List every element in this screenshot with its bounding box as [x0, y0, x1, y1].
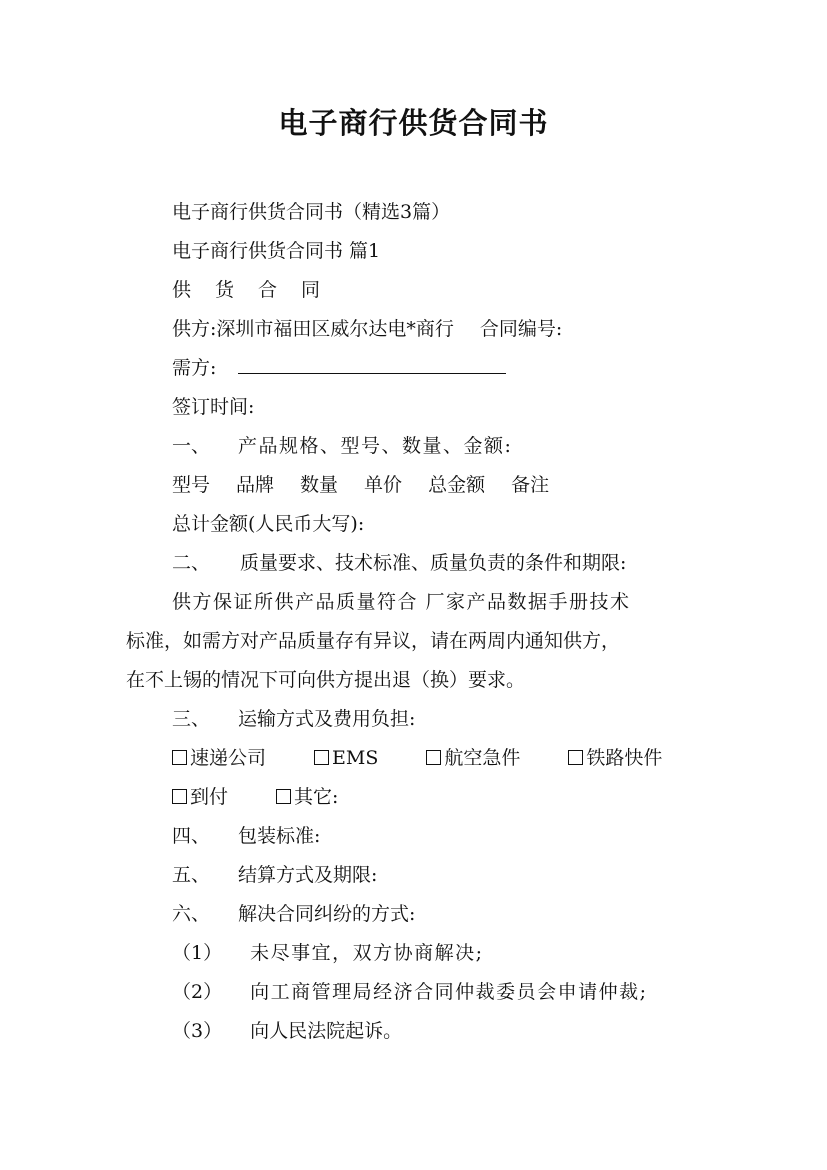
section-text: 质量要求、技术标准、质量负责的条件和期限:: [240, 552, 627, 574]
section-number: 六、: [172, 903, 211, 925]
shipping-option-cod[interactable]: 到付: [172, 784, 228, 810]
quality-paragraph-line: 供方保证所供产品质量符合 厂家产品数据手册技术: [172, 591, 631, 613]
section-number: 一、: [172, 435, 211, 457]
dispute-number: （2）: [172, 981, 223, 1003]
shipping-option-air[interactable]: 航空急件: [426, 745, 520, 771]
table-header: 单价: [364, 474, 403, 496]
subtitle: 电子商行供货合同书（精选3篇）: [172, 201, 451, 223]
checkbox-icon[interactable]: [568, 750, 583, 765]
dispute-text: 未尽事宜，双方协商解决;: [250, 942, 484, 964]
checkbox-icon[interactable]: [314, 750, 329, 765]
contract-word-char: 同: [301, 279, 321, 301]
table-headers-row: [172, 472, 549, 498]
dispute-text: 向工商管理局经济合同仲裁委员会申请仲裁;: [250, 981, 648, 1003]
table-header: 备注: [511, 474, 550, 496]
contract-word-char: 货: [215, 279, 235, 301]
shipping-options-row-1: [172, 745, 662, 771]
section-number: 三、: [172, 708, 211, 730]
shipping-option-rail[interactable]: 铁路快件: [568, 745, 662, 771]
supplier-line: [172, 316, 562, 342]
quality-paragraph-line: 标准，如需方对产品质量存有异议，请在两周内通知供方，: [126, 630, 621, 652]
shipping-option-express[interactable]: 速递公司: [172, 745, 266, 771]
buyer-line: [172, 355, 506, 381]
dispute-option-1: [172, 940, 484, 966]
table-header: 品牌: [236, 474, 275, 496]
section-2-heading: [172, 550, 626, 576]
section-number: 二、: [172, 552, 211, 574]
section-1-heading: [172, 433, 512, 459]
section-6-heading: [172, 901, 415, 927]
contract-word-heading: [172, 277, 320, 303]
section-3-heading: [172, 706, 415, 732]
section-4-heading: [172, 823, 320, 849]
sign-time-label: 签订时间:: [172, 396, 255, 418]
supplier-name: 供方:深圳市福田区威尔达电*商行: [172, 318, 454, 340]
checkbox-icon[interactable]: [172, 789, 187, 804]
checkbox-icon[interactable]: [172, 750, 187, 765]
contract-word-char: 供: [172, 279, 192, 301]
shipping-option-other[interactable]: 其它:: [276, 784, 338, 810]
buyer-blank-field: [238, 355, 506, 374]
checkbox-icon[interactable]: [276, 789, 291, 804]
dispute-option-2: [172, 979, 648, 1005]
section-number: 四、: [172, 825, 211, 847]
contract-number-label: 合同编号:: [479, 318, 563, 340]
table-header: 总金额: [428, 474, 486, 496]
dispute-text: 向人民法院起诉。: [250, 1020, 403, 1042]
checkbox-icon[interactable]: [426, 750, 441, 765]
dispute-option-3: [172, 1018, 402, 1044]
section-text: 结算方式及期限:: [238, 864, 378, 886]
shipping-options-row-2: [172, 784, 338, 810]
quality-paragraph-line: 在不上锡的情况下可向供方提出退（换）要求。: [126, 669, 526, 691]
section-number: 五、: [172, 864, 211, 886]
section-text: 包装标准:: [238, 825, 321, 847]
table-header: 型号: [172, 474, 211, 496]
section-text: 产品规格、型号、数量、金额:: [238, 435, 513, 457]
shipping-option-ems[interactable]: EMS: [314, 745, 378, 771]
buyer-label: 需方:: [172, 357, 217, 379]
total-amount-label: 总计金额(人民币大写):: [172, 513, 365, 535]
dispute-number: （3）: [172, 1020, 223, 1042]
part-heading: 电子商行供货合同书 篇1: [172, 240, 381, 262]
section-text: 运输方式及费用负担:: [238, 708, 416, 730]
section-5-heading: [172, 862, 377, 888]
document-title: 电子商行供货合同书: [278, 106, 549, 140]
section-text: 解决合同纠纷的方式:: [238, 903, 416, 925]
table-header: 数量: [300, 474, 339, 496]
dispute-number: （1）: [172, 942, 223, 964]
contract-word-char: 合: [258, 279, 278, 301]
